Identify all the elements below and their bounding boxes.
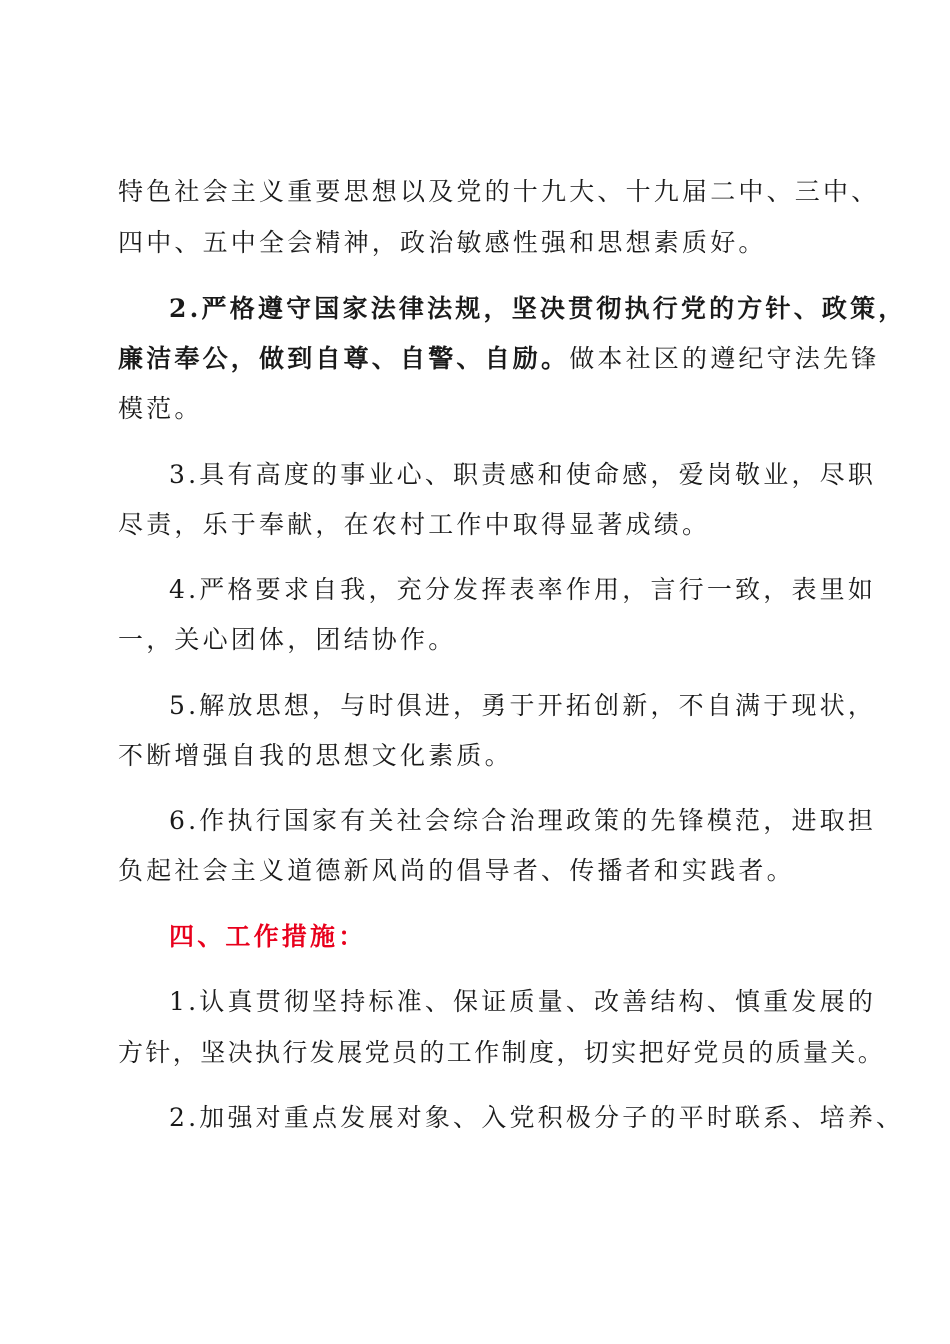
paragraph-line: 四中、五中全会精神，政治敏感性强和思想素质好。 <box>118 228 767 257</box>
section-heading: 四、工作措施： <box>169 922 367 951</box>
item-2-line: 模范。 <box>118 394 203 423</box>
measure-1-line: 方针，坚决执行发展党员的工作制度，切实把好党员的质量关。 <box>118 1038 886 1067</box>
item-3-line: 尽责，乐于奉献，在农村工作中取得显著成绩。 <box>118 510 711 539</box>
measure-2-line: 2.加强对重点发展对象、入党积极分子的平时联系、培养、 <box>169 1103 905 1132</box>
measure-1-line: 1.认真贯彻坚持标准、保证质量、改善结构、慎重发展的 <box>169 987 877 1016</box>
item-5-line: 不断增强自我的思想文化素质。 <box>118 741 513 770</box>
item-6-line: 6.作执行国家有关社会综合治理政策的先锋模范，进取担 <box>169 806 877 835</box>
item-5-line: 5.解放思想，与时俱进，勇于开拓创新，不自满于现状， <box>169 691 877 720</box>
item-2-line <box>118 342 880 376</box>
item-2-line: 2.严格遵守国家法律法规，坚决贯彻执行党的方针、政策， <box>169 294 907 323</box>
item-3-line: 3.具有高度的事业心、职责感和使命感，爱岗敬业，尽职 <box>169 460 877 489</box>
item-6-line: 负起社会主义道德新风尚的倡导者、传播者和实践者。 <box>118 856 795 885</box>
item-4-line: 一，关心团体，团结协作。 <box>118 625 457 654</box>
paragraph-line: 特色社会主义重要思想以及党的十九大、十九届二中、三中、 <box>118 177 880 206</box>
item-2-normal-text: 做本社区的遵纪守法先锋 <box>569 344 880 373</box>
item-4-line: 4.严格要求自我，充分发挥表率作用，言行一致，表里如 <box>169 575 877 604</box>
item-2-bold-text: 廉洁奉公，做到自尊、自警、自励。 <box>118 344 570 373</box>
